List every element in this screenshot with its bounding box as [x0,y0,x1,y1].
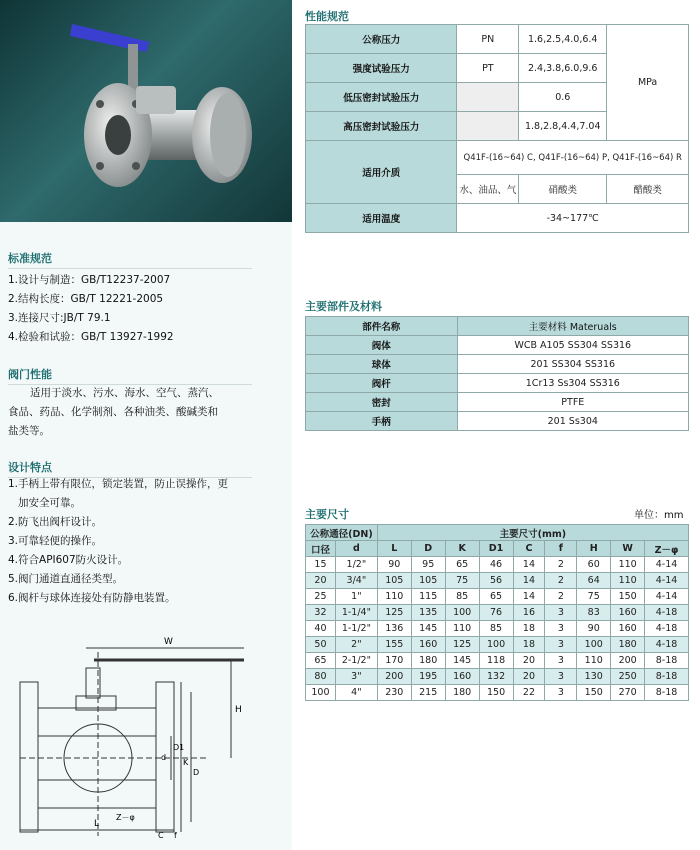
dims-cell: 132 [479,669,513,685]
dims-cell: 150 [611,589,645,605]
parts-table [305,316,689,431]
parts-title: 主要部件及材料 [305,300,382,313]
dims-cell: 83 [577,605,611,621]
drawing-label-d1: D1 [173,743,185,752]
part-name: 阀杆 [306,374,458,393]
dims-cell: 75 [577,589,611,605]
spec-unit: MPa [607,25,689,141]
dims-cell: 4-14 [645,589,689,605]
dims-cell: 118 [479,653,513,669]
dims-cell: 145 [445,653,479,669]
dims-cell: 2 [545,573,577,589]
dims-column-header: 口径 [306,541,336,557]
dims-cell: 180 [611,637,645,653]
dims-cell: 110 [445,621,479,637]
part-material: 1Cr13 Ss304 SS316 [457,374,688,393]
dims-cell: 115 [411,589,445,605]
dims-column-header: K [445,541,479,557]
dims-cell: 4-14 [645,573,689,589]
features-item: 加安全可靠。 [18,497,81,509]
ball-valve-photo-icon [0,0,292,222]
table-row [306,573,689,589]
dims-cell: 3 [545,605,577,621]
dims-column-header: L [377,541,411,557]
dims-group-right: 主要尺寸(mm) [377,525,688,541]
dims-cell: 195 [411,669,445,685]
part-name: 球体 [306,355,458,374]
drawing-label-d: d [161,753,167,762]
standards-item: 3.连接尺寸:JB/T 79.1 [8,312,111,324]
dims-cell: 20 [513,669,545,685]
dims-cell: 4-18 [645,637,689,653]
spec-medium-type: 硝酸类 [519,175,607,204]
dims-cell: 22 [513,685,545,701]
dims-cell: 145 [411,621,445,637]
drawing-label-z: Z－φ [116,813,135,822]
dims-cell: 110 [377,589,411,605]
table-row [306,637,689,653]
dims-cell: 135 [411,605,445,621]
dims-cell: 2 [545,557,577,573]
dims-column-header: D1 [479,541,513,557]
dims-column-header: H [577,541,611,557]
dims-cell: 18 [513,621,545,637]
specs-title: 性能规范 [305,10,349,23]
dims-cell: 3 [545,621,577,637]
drawing-label-h: H [235,705,242,715]
spec-table [305,24,689,233]
dims-cell: 160 [411,637,445,653]
parts-header: 主要材料 Materuals [457,317,688,336]
features-item: 6.阀杆与球体连接处有防静电装置。 [8,592,176,604]
dims-cell: 90 [577,621,611,637]
dims-cell: 100 [306,685,336,701]
part-name: 阀体 [306,336,458,355]
part-name: 手柄 [306,412,458,431]
dims-cell: 1-1/4" [335,605,377,621]
dims-cell: 20 [513,653,545,669]
dims-cell: 75 [445,573,479,589]
dims-cell: 136 [377,621,411,637]
features-item: 4.符合API607防火设计。 [8,554,129,566]
features-title: 设计特点 [8,461,52,474]
dims-cell: 2 [545,589,577,605]
table-row [306,605,689,621]
dims-cell: 46 [479,557,513,573]
drawing-label-w: W [164,637,173,647]
dims-cell: 60 [577,557,611,573]
dims-cell: 64 [577,573,611,589]
spec-code: PN [457,25,519,54]
dims-cell: 18 [513,637,545,653]
part-name: 密封 [306,393,458,412]
table-row [306,685,689,701]
dims-column-header: f [545,541,577,557]
dims-cell: 85 [479,621,513,637]
dims-cell: 110 [611,573,645,589]
drawing-label-c: C [158,831,164,840]
dimensions-table [305,524,689,701]
table-row [306,653,689,669]
dims-cell: 32 [306,605,336,621]
dims-column-header: D [411,541,445,557]
dims-cell: 125 [377,605,411,621]
standards-item: 2.结构长度：GB/T 12221-2005 [8,293,164,305]
dims-cell: 270 [611,685,645,701]
dims-cell: 85 [445,589,479,605]
spec-medium-type: 醋酸类 [607,175,689,204]
dims-cell: 80 [306,669,336,685]
dims-cell: 76 [479,605,513,621]
dims-cell: 105 [377,573,411,589]
performance-text: 适用于淡水、污水、海水、空气、蒸汽、 [30,387,219,399]
dims-cell: 3 [545,669,577,685]
dims-column-header: W [611,541,645,557]
features-item: 3.可靠轻便的操作。 [8,535,103,547]
dimensions-title: 主要尺寸 [305,508,349,521]
dims-cell: 215 [411,685,445,701]
dims-cell: 200 [377,669,411,685]
spec-medium-type: 水、油品、气 [457,175,519,204]
dims-cell: 250 [611,669,645,685]
dims-column-header: Z－φ [645,541,689,557]
spec-value: 1.8,2.8,4.4,7.04 [519,112,607,141]
dims-cell: 15 [306,557,336,573]
dims-cell: 230 [377,685,411,701]
spec-value: 0.6 [519,83,607,112]
features-item: 1.手柄上带有限位，锁定装置，防止误操作，更 [8,478,229,490]
dims-group-left: 公称通径(DN) [306,525,378,541]
dims-cell: 160 [611,605,645,621]
spec-medium-models: Q41F-(16~64) C, Q41F-(16~64) P, Q41F-(16~64) R [457,141,689,175]
dims-cell: 3" [335,669,377,685]
dims-cell: 130 [577,669,611,685]
dims-cell: 3 [545,653,577,669]
dims-cell: 25 [306,589,336,605]
valve-technical-drawing [6,600,290,840]
standards-item: 4.检验和试验：GB/T 13927-1992 [8,331,174,343]
dims-cell: 65 [479,589,513,605]
part-material: WCB A105 SS304 SS316 [457,336,688,355]
dims-cell: 3 [545,685,577,701]
dims-cell: 50 [306,637,336,653]
performance-title: 阀门性能 [8,368,52,381]
table-row [306,557,689,573]
dims-cell: 14 [513,573,545,589]
dims-cell: 16 [513,605,545,621]
dims-cell: 8-18 [645,653,689,669]
spec-label: 公称压力 [306,25,457,54]
spec-value: 1.6,2.5,4.0,6.4 [519,25,607,54]
dims-cell: 1-1/2" [335,621,377,637]
dims-cell: 155 [377,637,411,653]
dims-cell: 14 [513,589,545,605]
dims-column-header: C [513,541,545,557]
dims-cell: 2" [335,637,377,653]
dims-cell: 65 [306,653,336,669]
table-row [306,589,689,605]
dims-cell: 125 [445,637,479,653]
table-row [306,621,689,637]
dims-cell: 4-18 [645,621,689,637]
part-material: 201 SS304 SS316 [457,355,688,374]
dims-cell: 3/4" [335,573,377,589]
spec-temp-label: 适用温度 [306,204,457,233]
dims-cell: 200 [611,653,645,669]
drawing-label-f: f [174,831,177,840]
features-item: 5.阀门通道直通径类型。 [8,573,124,585]
dims-cell: 150 [577,685,611,701]
dims-cell: 40 [306,621,336,637]
dims-cell: 3 [545,637,577,653]
dims-cell: 105 [411,573,445,589]
spec-label: 强度试验压力 [306,54,457,83]
dims-cell: 100 [479,637,513,653]
dims-column-header: d [335,541,377,557]
dims-cell: 150 [479,685,513,701]
parts-header: 部件名称 [306,317,458,336]
dims-cell: 180 [411,653,445,669]
spec-medium-label: 适用介质 [306,141,457,204]
dimensions-unit: 单位：mm [634,510,684,521]
dims-cell: 100 [577,637,611,653]
table-row [306,669,689,685]
dims-cell: 110 [577,653,611,669]
dims-cell: 8-18 [645,669,689,685]
part-material: 201 Ss304 [457,412,688,431]
dims-cell: 4" [335,685,377,701]
dims-cell: 20 [306,573,336,589]
spec-temp-value: -34~177℃ [457,204,689,233]
dims-cell: 160 [611,621,645,637]
dims-cell: 1" [335,589,377,605]
performance-text: 食品、药品、化学制剂、各种油类、酸碱类和 [8,406,218,418]
dims-cell: 110 [611,557,645,573]
standards-item: 1.设计与制造：GB/T12237-2007 [8,274,171,286]
dims-cell: 180 [445,685,479,701]
spec-label: 低压密封试验压力 [306,83,457,112]
dims-cell: 4-18 [645,605,689,621]
dims-cell: 65 [445,557,479,573]
product-photo [0,0,292,222]
features-item: 2.防飞出阀杆设计。 [8,516,103,528]
dims-cell: 100 [445,605,479,621]
dims-cell: 95 [411,557,445,573]
drawing-label-k: K [183,758,189,767]
dims-cell: 14 [513,557,545,573]
dims-cell: 170 [377,653,411,669]
performance-text: 盐类等。 [8,425,50,437]
drawing-label-dd: D [193,768,200,777]
dims-cell: 1/2" [335,557,377,573]
part-material: PTFE [457,393,688,412]
dims-cell: 2-1/2" [335,653,377,669]
dims-cell: 160 [445,669,479,685]
dims-cell: 56 [479,573,513,589]
spec-code: PT [457,54,519,83]
dims-cell: 8-18 [645,685,689,701]
spec-label: 高压密封试验压力 [306,112,457,141]
dims-cell: 4-14 [645,557,689,573]
standards-title: 标准规范 [8,252,52,265]
dims-cell: 90 [377,557,411,573]
spec-value: 2.4,3.8,6.0,9.6 [519,54,607,83]
drawing-label-l: L [94,819,100,829]
